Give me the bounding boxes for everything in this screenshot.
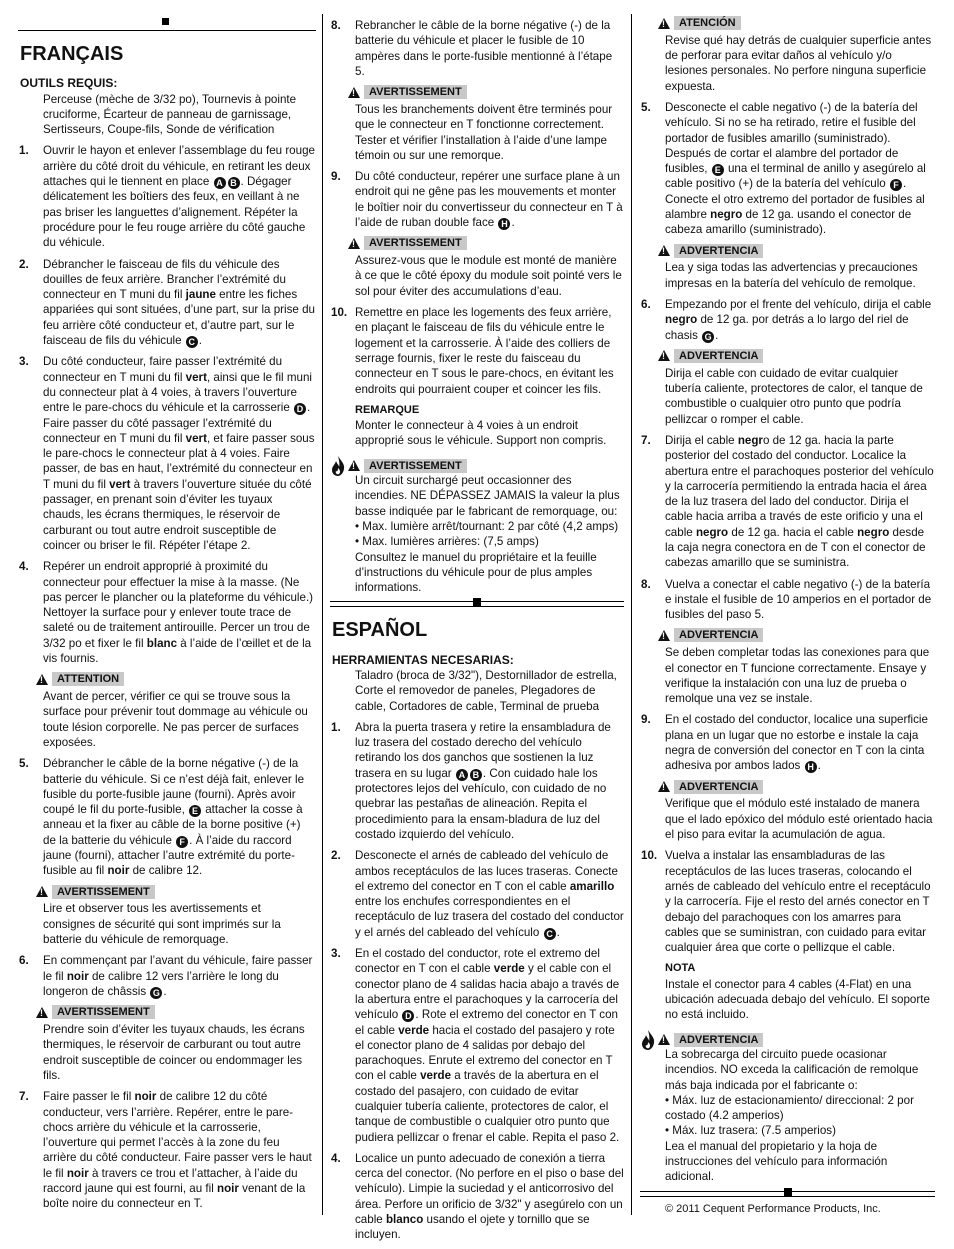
marker-c: C — [186, 336, 198, 348]
es-step-4: 4. Localice un punto adecuado de conexión a tierra cerca del conector. (No perfore en el piso o base del vehículo). Limpie la suciedad y el anticorrosivo del área. Perfore un orificio de 3/32" y asegúrelo con un cable blanco usando el ojete y tornillo que se incluyen. — [331, 1151, 624, 1242]
es-advertencia-1: ! ADVERTENCIA Lea y siga todas las advertencias y precauciones impresas en la batería del vehículo de remolque. — [658, 244, 935, 291]
es-step-2: 2. Desconecte el arnés de cableado del vehículo de ambos receptáculos de las luces traseras. Conecte el extremo del conector en T con el cable amarillo entre los enchufes correspondientes en el receptáculo de luz trasera del costado del conductor y el arnés del cableado del vehículo C . — [331, 849, 624, 939]
fr-avertissement-1: ! AVERTISSEMENT Lire et observer tous les avertissements et consignes de sécurité qui sont imprimés sur la batterie du véhicule de remorquage. — [36, 885, 316, 948]
es-step-3: 3. En el costado del conductor, rote el extremo del conector en T con el cable verde y el cable con el conector plano de 4 salidas hacia abajo a través de la abertura entre el parachoques y la carrocería del vehículo D . Rote el extremo del conector en T con el cable verde hacia el costado del pasajero y rote el conector plano de 4 salidas por debajo del parachoques. Enrute el extremo del conector en T con el cable verde a través de la abertura en el costado del pasajero, con cuidado de evitar cualquier tubería caliente, protectores de calor, el tanque de combustible o cualquier otro punto que pudiera pellizcar o frenar el cable. Repita el paso 2. — [331, 947, 620, 1144]
fire-icon — [330, 455, 346, 477]
fr-step-7: 7. Faire passer le fil noir de calibre 12 du côté conducteur, vers l’arrière. Repérer, entre le pare-chocs arrière du véhicule et la carrosserie, l’ouverture qui permet l’accès à la zone du feu arrière du côté conducteur. Faire passer vers le haut le fil noir à travers ce trou et l’attacher, à l’aide du raccord jaune qui est fourni, au fil noir venant de la boîte noire du connecteur en T. — [19, 1090, 312, 1211]
warning-icon — [36, 886, 48, 897]
french-column-1 — [18, 14, 316, 1218]
warning-icon — [658, 630, 670, 641]
fire-icon — [640, 1029, 656, 1051]
fr-step-6: 6. En commençant par l’avant du véhicule, faire passer le fil noir de calibre 12 vers l’arrière le long du longeron de châssis G . — [19, 954, 313, 998]
fr-avertissement-2: ! AVERTISSEMENT Prendre soin d’éviter les tuyaux chauds, les écrans thermiques, le réservoir de carburant ou tout autre endroit susceptible de coincer ou endommager les fils. — [36, 1005, 316, 1083]
fr-step-4: 4. Repérer un endroit approprié à proximité du connecteur pour effectuer la mise à la masse. (Ne pas percer le plancher ou la plateforme du véhicule.) Nettoyer la surface pour y enlever toute trace de saleté ou de traitement antirouille. Percer un trou de 3/32 po et fixer le fil blanc à l’aide de l’œillet et de la vis fournis. — [19, 560, 314, 665]
es-advertencia-4: ! ADVERTENCIA Verifique que el módulo esté instalado de manera que el lado epóxico del módulo esté orientado hacia el piso para evitar la acumulación de agua. — [658, 780, 935, 843]
warning-icon — [348, 87, 360, 98]
es-step-10: 10. Vuelva a instalar las ensambladuras de las receptáculos de las luces traseras, colocando el arnés de cableado del vehículo entre el receptáculo y la carrocería. Fije el resto del arnés conector en T debajo del parachoques con los amarres para cables que se suministran, con cuidado para evitar cualquier área que corte o pellizque el cable. — [641, 849, 931, 955]
es-nota-label: NOTA — [665, 962, 696, 975]
marker-f: F — [176, 836, 188, 848]
warning-icon — [658, 781, 670, 792]
es-step-1: 1. Abra la puerta trasera y retire la ensambladura de luz trasera del costado derecho del vehículo retirando los dos ganchos que sostienen la luz trasera en su lugar A B . Con cuidado hale los protectores lejos del vehículo, con cuidado de no quebrar las pestañas de alineación. Repita el procedimiento para la ensam-bladura de luz del costado izquierdo del vehículo. — [331, 720, 611, 841]
column-divider — [322, 14, 323, 1215]
fr-step-2: 2. Débrancher le faisceau de fils du véhicule des douilles de feux arrière. Brancher l’extrémité du connecteur en T muni du fil jaune entre les fiches appariées qui sont situées, d’une part, sur la prise du feu arrière côté conducteur et, d’autre part, sur le faisceau de fils du véhicule C . — [19, 257, 315, 348]
section-divider — [330, 601, 624, 607]
fr-avertissement-4: ! AVERTISSEMENT Assurez-vous que le module est monté de manière à ce que le côté époxy du module soit pointé vers le sol pour éviter des accumulations d’eau. — [348, 236, 624, 299]
fr-step-10: 10. Remettre en place les logements des feux arrière, en plaçant le faisceau de fils du véhicule entre le logement et la carrosserie. À l’aide des colliers de serrage fournis, fixer le reste du faisceau du connecteur en T sous le pare-chocs, en évitant les endroits qui pourraient couper et coincer les fils. — [331, 306, 614, 396]
es-advertencia-3: ! ADVERTENCIA Se deben completar todas las conexiones para que el conector en T funcione correctamente. Ensaye y verifique la instalación con una luz de prueba o remolque una vez se instale. — [658, 628, 935, 706]
marker-h: H — [805, 761, 817, 773]
marker-b: B — [470, 769, 482, 781]
french-heading: FRANÇAIS — [20, 43, 124, 65]
fr-step-9: 9. Du côté conducteur, repérer une surface plane à un endroit qui ne gêne pas les mouvements et monter le boîtier noir du convertisseur du connecteur en T à l’aide de ruban double face H . — [331, 170, 623, 230]
marker-g: G — [150, 987, 162, 999]
spanish-heading: ESPAÑOL — [332, 619, 428, 642]
section-divider — [640, 1191, 935, 1197]
marker-a: A — [214, 177, 226, 189]
fr-remarque-text: Monter le connecteur à 4 voies à un endroit approprié sous le véhicule. Support non compris. — [355, 419, 607, 448]
column-divider — [631, 14, 632, 1215]
marker-h: H — [498, 218, 510, 230]
marker-d: D — [294, 403, 306, 415]
fr-attention: ! ATTENTION Avant de percer, vérifier ce qui se trouve sous la surface pour prévenir tout dommage au véhicule ou toute lésion corporelle. Ne pas percer de surfaces exposées. — [36, 672, 316, 750]
rule — [18, 30, 316, 31]
marker-b: B — [228, 177, 240, 189]
copyright: © 2011 Cequent Performance Products, Inc. — [665, 1203, 881, 1215]
marker-c: C — [544, 928, 556, 940]
warning-icon — [658, 1034, 670, 1045]
fr-step-3: 3. Du côté conducteur, faire passer l’extrémité du connecteur en T muni du fil vert, ainsi que le fil muni du connecteur plat à 4 voies, à travers l’ouverture entre le pare-chocs du véhicule et la carrosserie D . Faire passer du côté passager l’extrémité du connecteur en T muni du fil vert, et faire passer sous le pare-chocs le connecteur plat à 4 voies. Faire passer, de bas en haut, l’extrémité du connecteur en T muni du fil vert à travers l’ouverture située du côté passager, en prenant soin d’éviter les tuyaux chauds, les écrans thermiques, le réservoir de carburant ou tout autre endroit susceptible de coincer ou briser le fil. Répéter l’étape 2. — [19, 355, 315, 552]
es-step-5: 5. Desconecte el cable negativo (-) de la batería del vehículo. Si no se ha retirado, retire el fusible del portador de fusibles amarillo (suministrado). Después de cortar el alambre del portador de fusibles, E una el terminal de anillo y asegúrelo al cable positivo (+) de la batería del vehículo F . Conecte el otro extremo del portador de fusibles al alambre negro de 12 ga. usando el conector de cabeza amarillo (suministrado). — [641, 100, 926, 237]
marker-a: A — [456, 769, 468, 781]
warning-icon — [348, 460, 360, 471]
fr-step-5: 5. Débrancher le câble de la borne négative (-) de la batterie du véhicule. Si ce n’est déjà fait, enlever le fusible du porte-fusible jaune (fourni). Après avoir coupé le fil du porte-fusible, E attacher la cosse à anneau et la fixer au câble de la borne positive (+) de la batterie du véhicule F . À l’aide du raccord jaune (fourni), attacher l’autre extrémité du porte-fusible au fil noir de calibre 12. — [19, 757, 305, 878]
es-advertencia-2: ! ADVERTENCIA Dirija el cable con cuidado de evitar cualquier tubería caliente, protectores de calor, el tanque de combustible o cualquier otro punto que podría pellizcar o romper el cable. — [658, 349, 935, 427]
warning-icon — [36, 674, 48, 685]
es-nota-text: Instale el conector para 4 cables (4-Flat) en una ubicación adecuada debajo del vehículo. El soporte no está incluido. — [665, 977, 930, 1022]
warning-icon — [348, 238, 360, 249]
es-tools-title: HERRAMIENTAS NECESARIAS: — [332, 652, 514, 667]
warning-icon — [36, 1007, 48, 1018]
fr-step-8: 8. Rebrancher le câble de la borne négative (-) de la batterie du véhicule et placer le fusible de 10 ampères dans le porte-fusible mentionné à l’étape 5. — [331, 19, 613, 78]
warning-icon — [658, 350, 670, 361]
tools-title: OUTILS REQUIS: — [20, 76, 118, 91]
marker-g: G — [702, 331, 714, 343]
es-atencion: ! ATENCIÓN Revise qué hay detrás de cualquier superficie antes de perforar para evitar daños al vehículo y/o lesiones personales. No perfore ninguna superficie expuesta. — [658, 16, 935, 94]
es-step-9: 9. En el costado del conductor, localice una superficie plana en un lugar que no estorbe e instale la caja negra de conversión del conector en T con la cinta adhesiva por ambos lados H . — [641, 713, 928, 773]
column-2 — [330, 14, 624, 1249]
fr-avertissement-5: ! AVERTISSEMENT Un circuit surchargé peut occasionner des incendies. NE DÉPASSEZ JAMAIS la valeur la plus basse indiquée par le fabricant de remorquage, ou: • Max. lumière arrêt/tournant: 2 par côté (4,2 amps) • Max. lumières arrières: (7,5 amps) Consultez le manuel du propriétaire et la feuille d’instructions du véhicule pour de plus amples informations. — [330, 455, 624, 596]
marker-d: D — [402, 1010, 414, 1022]
tools-list: Perceuse (mèche de 3/32 po), Tournevis à pointe cruciforme, Écarteur de panneau de garnissage, Sertisseurs, Coupe-fils, Sonde de vérification — [43, 92, 297, 137]
warning-icon — [658, 18, 670, 29]
marker-e: E — [712, 164, 724, 176]
es-advertencia-5: ! ADVERTENCIA La sobrecarga del circuito puede ocasionar incendios. NO exceda la calificación de remolque más baja indicada por el fabricante o: • Máx. luz de estacionamiento/ direccional: 2 por costado (4.2 amperios) • Máx. luz trasera: (7.5 amperios) Lea el manual del propietario y la hoja de instrucciones del vehículo para información adicional. — [640, 1029, 935, 1185]
spanish-column-2 — [640, 14, 935, 1197]
es-step-6: 6. Empezando por el frente del vehículo, dirija el cable negro de 12 ga. por detrás a lo largo del riel de chasis G . — [641, 298, 932, 342]
marker-f: F — [890, 179, 902, 191]
warning-icon — [658, 245, 670, 256]
fr-avertissement-3: ! AVERTISSEMENT Tous les branchements doivent être terminés pour que le connecteur en T fonctionne correctement. Tester et vérifier l’installation à l’aide d’une lampe témoin ou sur une remorque. — [348, 85, 624, 163]
es-step-7: 7. Dirija el cable negro de 12 ga. hacia la parte posterior del costado del conductor. Localice la abertura entre el parachoques posterior del vehículo y la carrocería permitiendo la entrada hacia el área de la luz trasera del lado del conductor. Dirija el cable hacia arriba a través de este orificio y una el cable negro de 12 ga. hacia el cable negro desde la caja negra conectora en de T con el conector de cabezas amarillo que se suministra. — [641, 433, 934, 570]
es-tools-list: Taladro (broca de 3/32"), Destornillador de estrella, Corte el removedor de paneles, Plegadores de cable, Cortadores de cable, Terminal de prueba — [355, 668, 617, 713]
es-step-8: 8. Vuelva a conectar el cable negativo (-) de la batería e instale el fusible de 10 amperios en el portador de fusibles del paso 5. — [641, 577, 932, 622]
fr-remarque-label: REMARQUE — [355, 403, 420, 416]
marker-e: E — [189, 805, 201, 817]
fr-step-1: 1. Ouvrir le hayon et enlever l’assemblage du feu rouge arrière du côté droit du véhicule, en retirant les deux attaches qui le tiennent en place A B . Dégager délicatement les boîtiers des feux, en veillant à ne pas briser les languettes d’alignement. Répéter la procédure pour le feu rouge arrière du côté gauche du véhicule. — [19, 144, 315, 250]
